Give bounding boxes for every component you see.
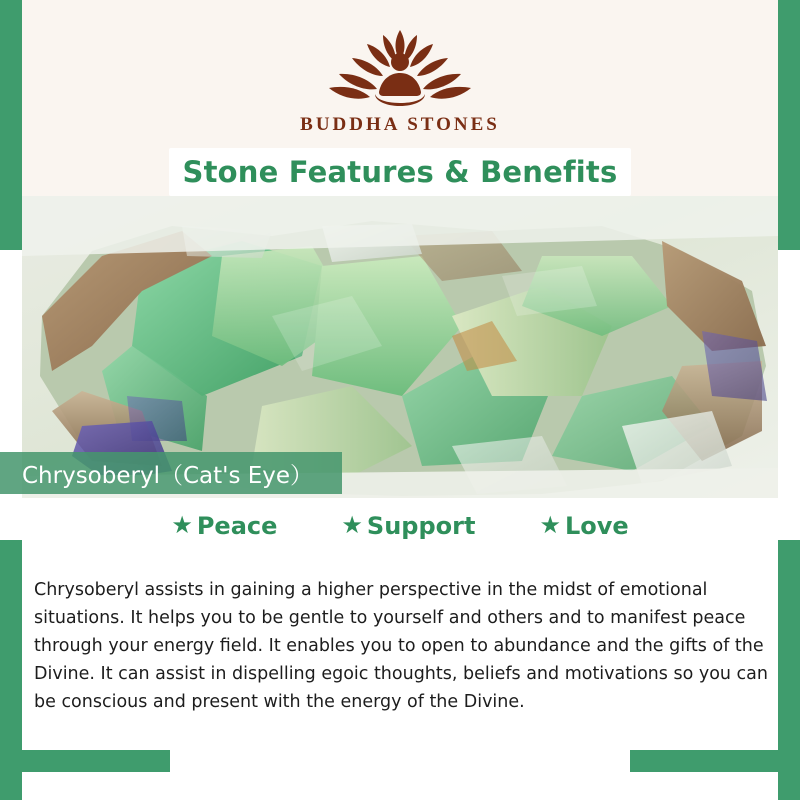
brand-name: BUDDHA STONES <box>300 114 500 135</box>
benefit-tag-peace <box>171 512 277 540</box>
benefit-label-love: Love <box>564 512 629 540</box>
stone-name: Chrysoberyl（Cat's Eye） <box>22 462 314 489</box>
benefit-tag-list <box>22 512 778 540</box>
brand-logo <box>22 22 778 136</box>
frame-border-top-left-vertical <box>0 0 22 250</box>
page-title: Stone Features & Benefits <box>182 155 618 189</box>
benefit-tag-support <box>341 512 475 540</box>
frame-border-bottom-right-horizontal <box>630 750 800 772</box>
frame-border-top-right-vertical <box>778 0 800 250</box>
header-section <box>22 0 778 196</box>
star-icon: ★ <box>171 512 193 539</box>
star-icon: ★ <box>539 512 561 539</box>
stone-description: Chrysoberyl assists in gaining a higher perspective in the midst of emotional situations. It helps you to be gentle to yourself and others and to manifest peace through your energy field. It enables you to open to abundance and the gifts of the Divine. It can assist in dispelling egoic thoughts, beliefs and motivations so you can be conscious and present with the energy of the Divine. <box>34 579 768 712</box>
lotus-meditation-icon <box>315 22 485 108</box>
benefit-label-support: Support <box>366 512 476 540</box>
page-title-banner <box>169 148 631 196</box>
stone-name-caption <box>0 452 342 494</box>
star-icon: ★ <box>341 512 363 539</box>
benefit-tag-love <box>539 512 628 540</box>
benefit-label-peace: Peace <box>196 512 278 540</box>
frame-border-bottom-left-horizontal <box>0 750 170 772</box>
